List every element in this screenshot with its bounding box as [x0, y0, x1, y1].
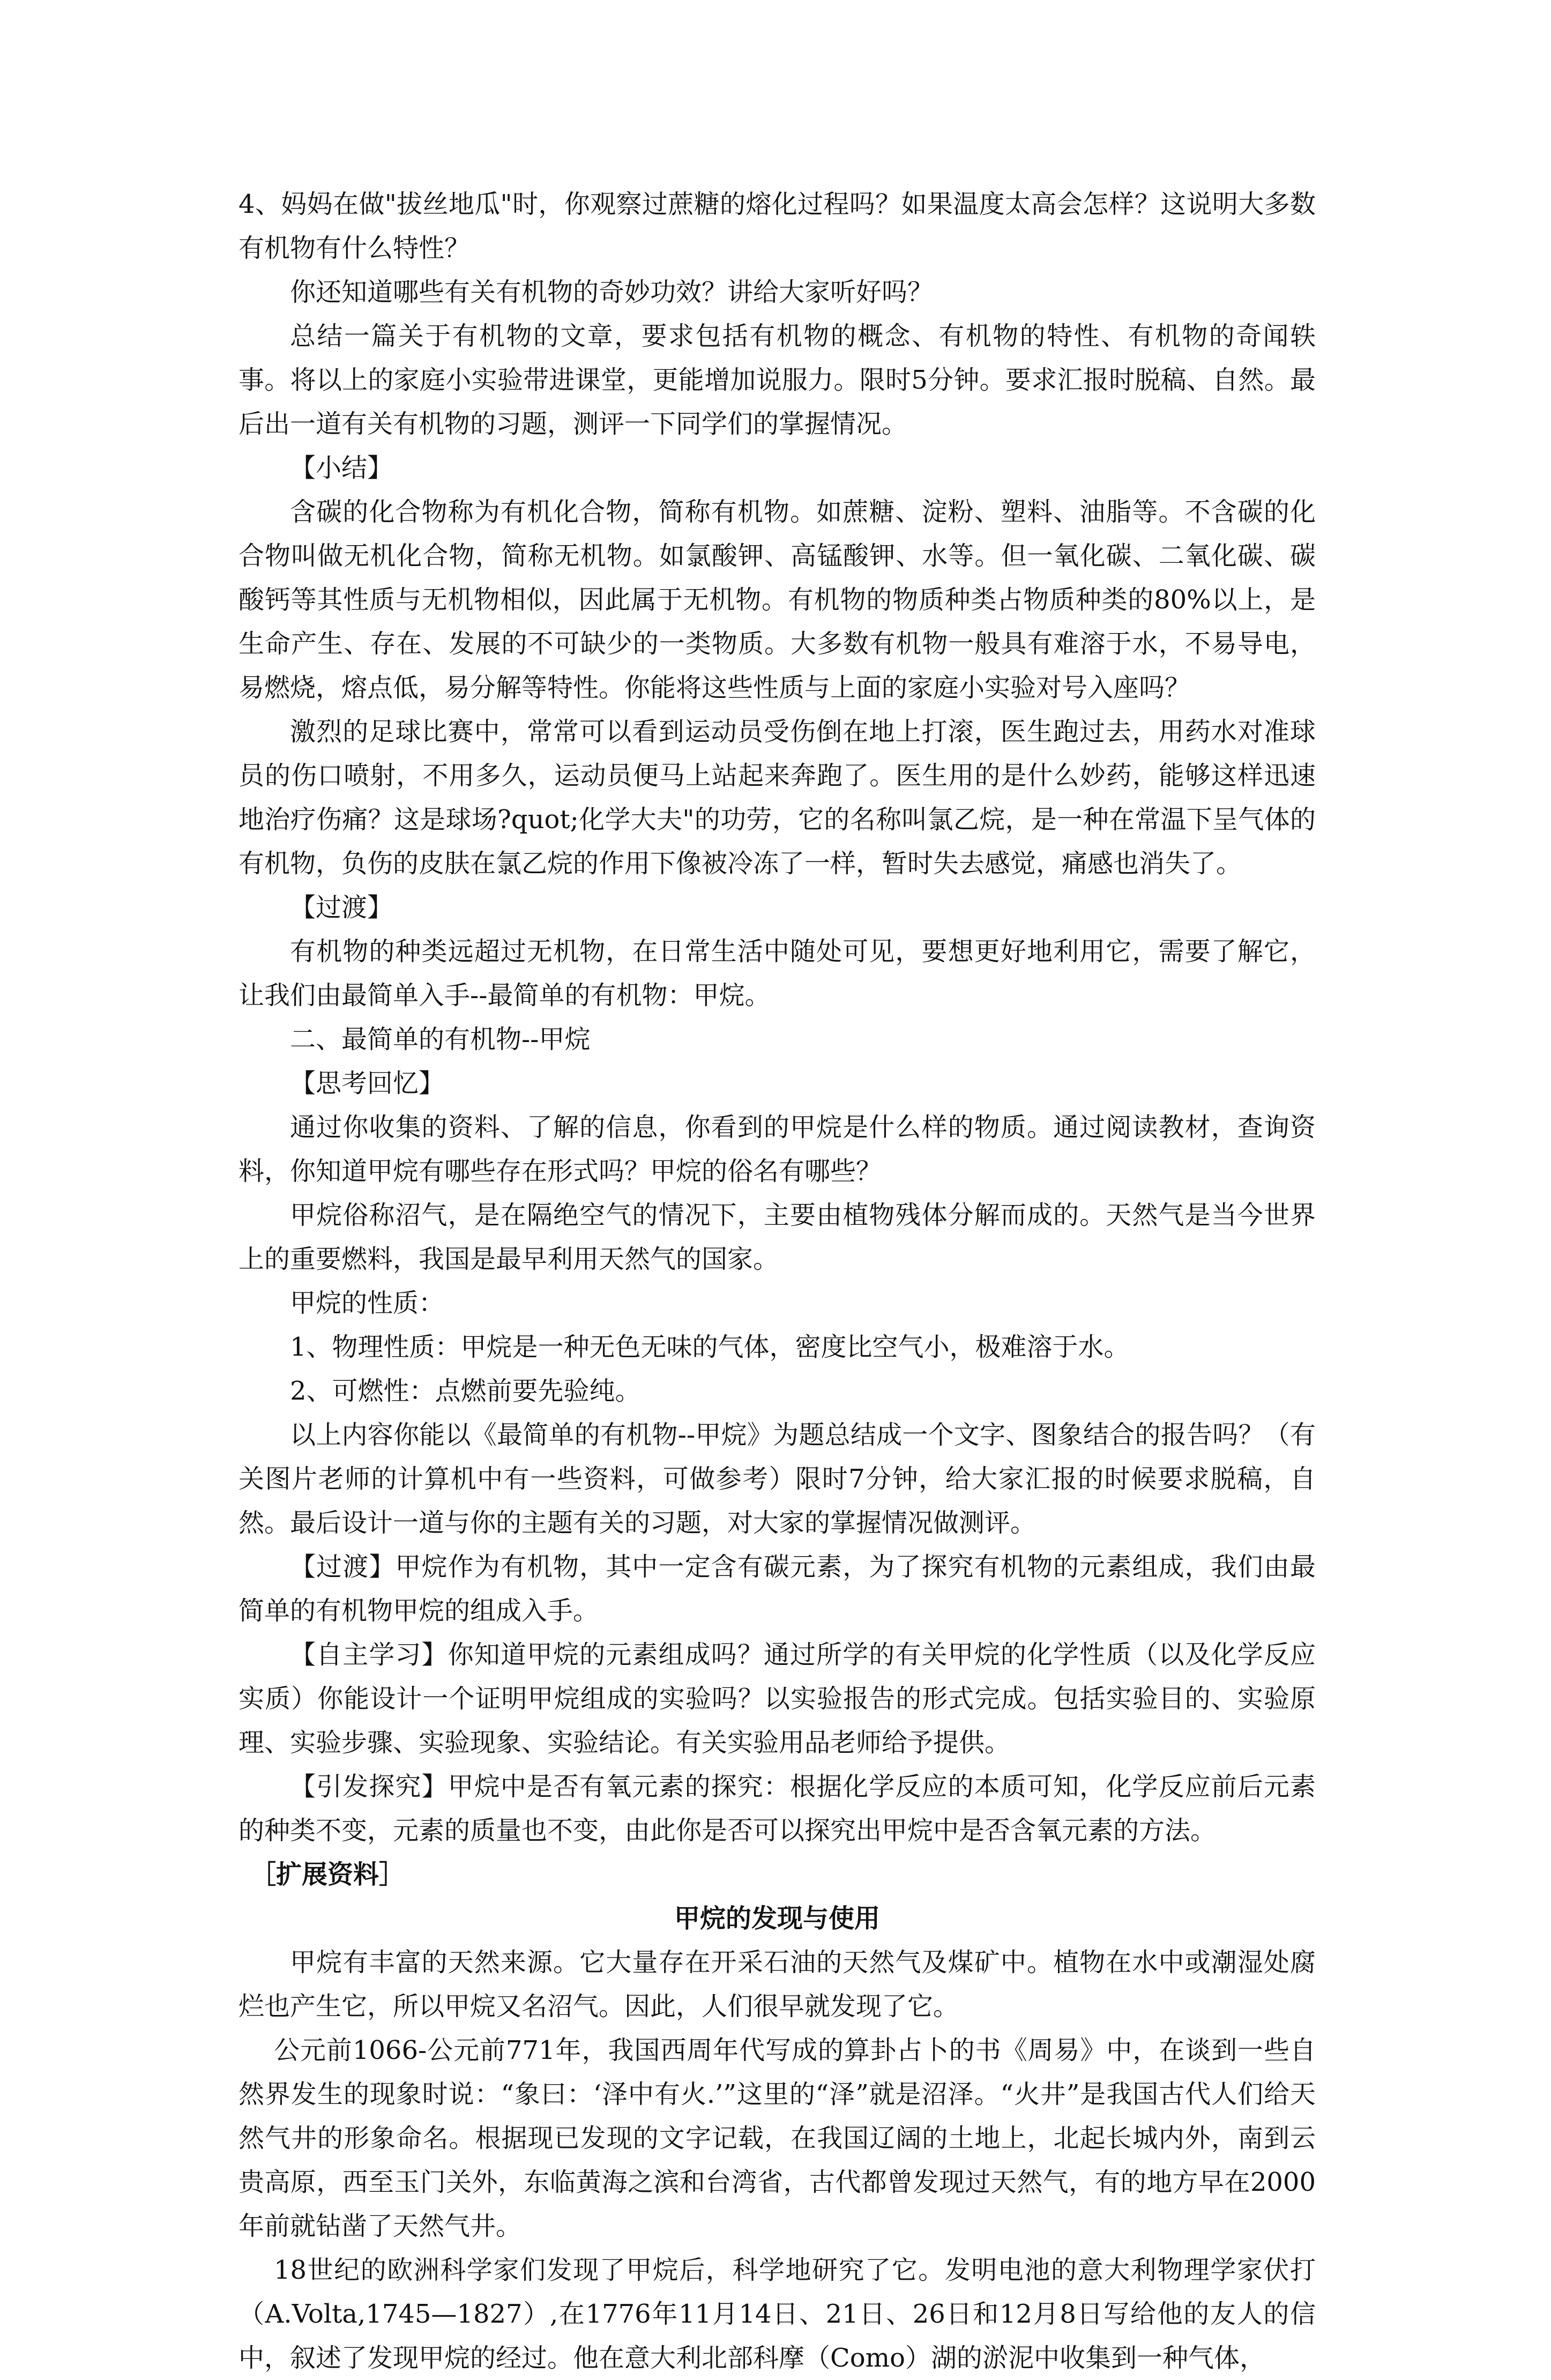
- paragraph-flammability: 2、可燃性：点燃前要先验纯。: [290, 1376, 641, 1406]
- paragraph-natural-sources: 甲烷有丰富的天然来源。它大量存在开采石油的天然气及煤矿中。植物在水中或潮湿处腐烂也产生它，所以甲烷又名沼气。因此，人们很早就发现了它。: [238, 1947, 1316, 2021]
- paragraph-zhouyi: 公元前1066-公元前771年，我国西周年代写成的算卦占卜的书《周易》中，在谈到一些自然界发生的现象时说：“象曰：‘泽中有火.’”这里的“泽”就是沼泽。“火井”是我国古代人们给天然气井的形象命名。根据现已发现的文字记载，在我国辽阔的土地上，北起长城内外，南到云贵高原，西至玉门关外，东临黄海之滨和台湾省，古代都曾发现过天然气，有的地方早在2000年前就钻凿了天然气井。: [238, 2035, 1316, 2241]
- paragraph-transition-text: 有机物的种类远超过无机物，在日常生活中随处可见，要想更好地利用它，需要了解它，让我们由最简单入手--最简单的有机物：甲烷。: [238, 936, 1316, 1010]
- document-body: [238, 182, 1316, 2380]
- heading-think-recall: 【思考回忆】: [290, 1068, 445, 1098]
- paragraph-research: 通过你收集的资料、了解的信息，你看到的甲烷是什么样的物质。通过阅读教材，查询资料，你知道甲烷有哪些存在形式吗？甲烷的俗名有哪些？: [238, 1112, 1316, 1186]
- paragraph-question-4: 4、妈妈在做"拔丝地瓜"时，你观察过蔗糖的熔化过程吗？如果温度太高会怎样？这说明大多数有机物有什么特性？: [238, 189, 1316, 263]
- paragraph-inquiry: 【引发探究】甲烷中是否有氧元素的探究：根据化学反应的本质可知，化学反应前后元素的种类不变，元素的质量也不变，由此你是否可以探究出甲烷中是否含氧元素的方法。: [238, 1772, 1316, 1846]
- paragraph-properties-title: 甲烷的性质：: [290, 1288, 445, 1318]
- paragraph-organic-definition: 含碳的化合物称为有机化合物，简称有机物。如蔗糖、淀粉、塑料、油脂等。不含碳的化合物叫做无机化合物，简称无机物。如氯酸钾、高锰酸钾、水等。但一氧化碳、二氧化碳、碳酸钙等其性质与无机物相似，因此属于无机物。有机物的物质种类占物质种类的80%以上，是生命产生、存在、发展的不可缺少的一类物质。大多数有机物一般具有难溶于水，不易导电，易燃烧，熔点低，易分解等特性。你能将这些性质与上面的家庭小实验对号入座吗？: [238, 497, 1316, 703]
- heading-summary: 【小结】: [290, 453, 393, 483]
- section-title-methane: 二、最简单的有机物--甲烷: [290, 1024, 591, 1054]
- paragraph-physical-property: 1、物理性质：甲烷是一种无色无味的气体，密度比空气小，极难溶于水。: [290, 1332, 1130, 1362]
- article-title: 甲烷的发现与使用: [674, 1903, 880, 1933]
- paragraph-marsh-gas: 甲烷俗称沼气，是在隔绝空气的情况下，主要由植物残体分解而成的。天然气是当今世界上的重要燃料，我国是最早利用天然气的国家。: [238, 1200, 1316, 1274]
- paragraph-summary-task: 总结一篇关于有机物的文章，要求包括有机物的概念、有机物的特性、有机物的奇闻轶事。将以上的家庭小实验带进课堂，更能增加说服力。限时5分钟。要求汇报时脱稿、自然。最后出一道有关有机物的习题，测评一下同学们的掌握情况。: [238, 321, 1316, 439]
- heading-transition: 【过渡】: [290, 892, 393, 923]
- paragraph-volta: 18世纪的欧洲科学家们发现了甲烷后，科学地研究了它。发明电池的意大利物理学家伏打（A.Volta,1745—1827）,在1776年11月14日、21日、26日和12月8日写给他的友人的信中，叙述了发现甲烷的经过。他在意大利北部科摩（Como）湖的淤泥中收集到一种气体，: [238, 2255, 1316, 2373]
- paragraph-wonder: 你还知道哪些有关有机物的奇妙功效？讲给大家听好吗？: [290, 277, 934, 307]
- heading-extended-material: ［扩展资料］: [250, 1860, 405, 1890]
- paragraph-transition-2: 【过渡】甲烷作为有机物，其中一定含有碳元素，为了探究有机物的元素组成，我们由最简单的有机物甲烷的组成入手。: [238, 1552, 1316, 1626]
- paragraph-self-study: 【自主学习】你知道甲烷的元素组成吗？通过所学的有关甲烷的化学性质（以及化学反应实质）你能设计一个证明甲烷组成的实验吗？以实验报告的形式完成。包括实验目的、实验原理、实验步骤、实验现象、实验结论。有关实验用品老师给予提供。: [238, 1640, 1316, 1758]
- paragraph-football: 激烈的足球比赛中，常常可以看到运动员受伤倒在地上打滚，医生跑过去，用药水对准球员的伤口喷射，不用多久，运动员便马上站起来奔跑了。医生用的是什么妙药，能够这样迅速地治疗伤痛？这是球场?quot;化学大夫"的功劳，它的名称叫氯乙烷，是一种在常温下呈气体的有机物，负伤的皮肤在氯乙烷的作用下像被冷冻了一样，暂时失去感觉，痛感也消失了。: [238, 717, 1316, 879]
- paragraph-report-task: 以上内容你能以《最简单的有机物--甲烷》为题总结成一个文字、图象结合的报告吗？（有关图片老师的计算机中有一些资料，可做参考）限时7分钟，给大家汇报的时候要求脱稿，自然。最后设计一道与你的主题有关的习题，对大家的掌握情况做测评。: [238, 1420, 1316, 1538]
